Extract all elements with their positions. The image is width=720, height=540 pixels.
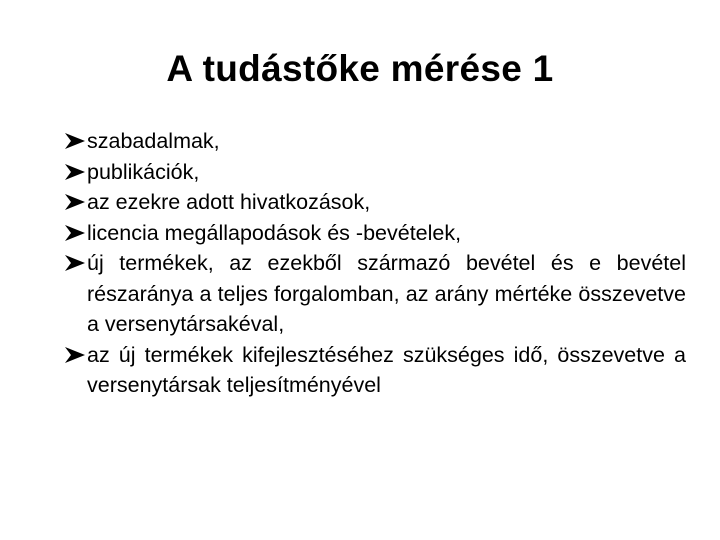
bullet-item bbox=[64, 218, 686, 249]
bullet-item bbox=[64, 340, 686, 401]
bullet-item bbox=[64, 126, 686, 157]
arrowhead-bullet-icon bbox=[64, 224, 86, 242]
bullet-text: licencia megállapodások és -bevételek, bbox=[87, 220, 462, 245]
bullet-item bbox=[64, 187, 686, 218]
bullet-text: szabadalmak, bbox=[87, 129, 220, 153]
bullet-text: publikációk, bbox=[87, 159, 200, 184]
slide-title: A tudástőke mérése 1 bbox=[166, 48, 554, 89]
arrowhead-bullet-icon bbox=[64, 193, 86, 211]
bullet-text: új termékek, az ezekből származó bevétel és e bevétel részaránya a teljes forgalomban, az arány mértéke összevetve a versenytársakéval, bbox=[87, 251, 686, 336]
bullet-item bbox=[64, 248, 686, 340]
bullet-text: az új termékek kifejlesztéséhez szükséges idő, összevetve a versenytársak teljesítményével bbox=[87, 342, 686, 397]
arrowhead-bullet-icon bbox=[64, 132, 86, 150]
arrowhead-bullet-icon bbox=[64, 346, 86, 364]
bullet-list bbox=[64, 126, 686, 401]
arrowhead-bullet-icon bbox=[64, 254, 86, 272]
arrowhead-bullet-icon bbox=[64, 163, 86, 181]
bullet-text: az ezekre adott hivatkozások, bbox=[87, 190, 371, 214]
bullet-item bbox=[64, 157, 686, 188]
